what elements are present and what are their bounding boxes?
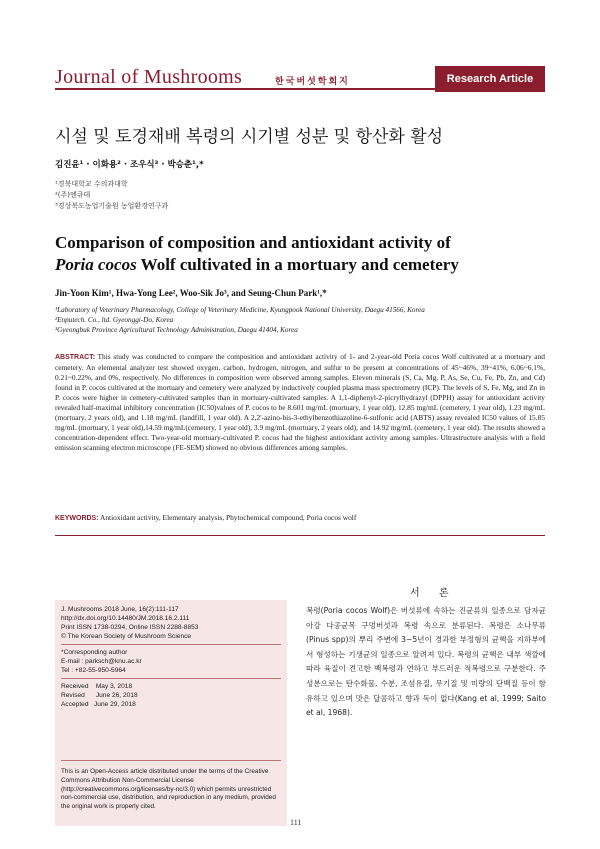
authors-english: Jin-Yoon Kim¹, Hwa-Yong Lee², Woo-Sik Jo³, and Seung-Chun Park¹,* [55, 288, 327, 298]
info-separator-3 [61, 760, 281, 761]
page-number: 111 [290, 818, 302, 827]
affiliation-english-2: ²Enputech. Co., ltd. Gyeonggi-Do, Korea [55, 316, 174, 324]
title-species: Poria cocos [55, 255, 137, 274]
received-date: Received May 3, 2018 [61, 683, 133, 690]
affiliation-korean-1: ¹경북대학교 수의과대학 [55, 180, 128, 188]
article-info-box [55, 600, 287, 826]
journal-name-korean: 한국버섯학회지 [275, 77, 350, 87]
keywords-label: KEYWORDS: [55, 515, 99, 522]
abstract-text: This study was conducted to compare the composition and antioxidant activity of 1- and 2-year-old Poria cocos Wolf cultivated at a mortuary and cemetery. An elemental analyzer test showed oxygen, carbon, hydrogen, nitrogen, and sulfur to be present at concentrations of 45~46%, 39~41%, 6.06~6.1%, 0.21~0.22%, and 0%, respectively. No differences in composition were observed among samples. Eleven minerals (S, Ca, Mg, P, As, Se, Cu, Fe, Pb, Zn, and Cd) found in P. cocos cultivated at the mortuary and cemetery were analyzed by inductively coupled plasma mass spectrometry (ICP). The levels of S, Fe, Mg, and Zn in P. cocos were higher in cemetery-cultivated samples than in mortuary-cultivated samples. A 1,1-diphenyl-2-picrylhydrazyl (DPPH) assay for antioxidant activity revealed half-maximal inhibitory concentration (IC50)values of P. cocos to be 8.601 mg/mL (mortuary, 1 year old), 12.85 mg/mL (cemetery, 1 year old), 1.23 mg/mL (mortuary, 2 years old), and 1.18 mg/mL (landfill, 1 year old). A 2,2'-azino-bis-3-ethylbenzothiazoline-6-sulfonic acid (ABTS) assay revealed IC50 values of 15.85 mg/mL (mortuary, 1 year old),14.59 mg/mL(cemetery, 1 year old), 3.9 mg/mL (mortuary, 2 years old), and 14.92 mg/mL (cemetery, 1 year old). The results showed a concentration-dependent effect. Two-year-old mortuary-cultivated P. cocos had the highest antioxidant activity among samples. Ultrastructure analysis with a field emission scanning electron microscope (FE-SEM) showed no obvious differences among samples. [55, 352, 545, 452]
article-type-badge: Research Article [435, 66, 545, 92]
keywords [55, 513, 545, 522]
affiliation-korean-3: ³경상북도농업기술원 농업환경연구과 [55, 202, 169, 210]
affiliation-korean-2: ²(주)엔큐테 [55, 191, 91, 199]
affiliation-english-3: ³Gyeongbuk Province Agricultural Technology Administration, Daegu 41404, Korea [55, 326, 298, 334]
info-separator-2 [61, 678, 281, 679]
title-english-line1: Comparison of composition and antioxidant activity of [55, 233, 451, 252]
copyright: © The Korean Society of Mushroom Science [61, 633, 192, 640]
issn: Print ISSN 1738-0294, Online ISSN 2288-8853 [61, 624, 199, 631]
journal-name: Journal of Mushrooms [55, 66, 243, 88]
revised-date: Revised June 26, 2018 [61, 692, 138, 699]
abstract [55, 352, 545, 453]
accepted-date: Accepted June 29, 2018 [61, 701, 136, 708]
title-english-line2 [55, 254, 535, 276]
title-english [55, 232, 535, 276]
authors-korean: 김진윤¹ · 이화용² · 조우식³ · 박승춘¹,* [55, 160, 204, 170]
doi-link[interactable]: http://dx.doi.org/10.14480/JM.2018.16.2.111 [61, 615, 190, 622]
intro-heading: 서 론 [410, 588, 457, 599]
title-english-line2-rest: Wolf cultivated in a mortuary and cemetery [136, 255, 459, 274]
intro-text: 복령(Poria cocos Wolf)은 버섯류에 속하는 진균류의 일종으로 담자균아강 다공균목 구멍버섯과 복령 속으로 분류된다. 복령은 소나무류(Pinus spp)의 뿌리 주변에 3~5년이 경과한 부정형의 균핵을 지하부에서 형성하는 기생균의 일종으로 알려져 있다. 복령의 균핵은 내부 색깔에 따라 육질이 견고한 백복령과 연하고 부드러운 적복령으로 구분한다. 주성분으로는 탄수화물, 수분, 조섬유질, 무기질 및 미량의 단백질 등이 함유하고 있으며 맛은 달콤하고 향과 독이 없다(Kang et al, 1999; Saito et al, 1968). [306, 606, 546, 718]
telephone: Tel : +82-55-950-5964 [61, 667, 126, 674]
citation: J. Mushrooms 2018 June, 16(2):111-117 [61, 606, 179, 613]
abstract-label: ABSTRACT: [55, 354, 96, 361]
info-separator-1 [61, 644, 281, 645]
affiliation-english-1: ¹Laboratory of Veterinary Pharmacology, College of Veterinary Medicine, Kyungpook National University, Daegu 41566, Korea [55, 306, 425, 314]
email[interactable]: E-mail : parksch@knu.ac.kr [61, 658, 142, 665]
keywords-text: Antioxidant activity, Elementary analysis, Phytochemical compound, Poria cocos wolf [100, 513, 357, 522]
title-korean: 시설 및 토경재배 복령의 시기별 성분 및 항산화 활성 [55, 127, 444, 147]
corresponding-author: *Corresponding author [61, 649, 128, 656]
keywords-rule [55, 535, 545, 536]
open-access-notice: This is an Open-Access article distributed under the terms of the Creative Commons Attribution Non-Commercial License (http://creativecommons.org/licenses/by-nc/3.0) which permits unrestricted non-commercial use, distribution, and reproduction in any medium, provided the original work is properly cited. [61, 768, 276, 811]
